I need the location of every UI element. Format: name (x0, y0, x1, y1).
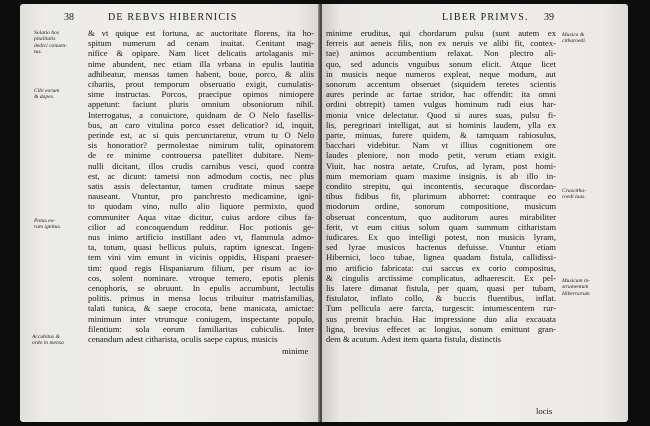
text-line: modorum ordine, sonorum compositione, musicum (326, 201, 556, 212)
side-note (34, 30, 67, 55)
side-note-line: strumentum (562, 284, 589, 291)
text-line: fistulator, inflato collo, & buccis fluentibus, inflat. (326, 293, 556, 304)
text-line: obseruat concentum, quo auditorum aures mirabiliter (326, 211, 556, 222)
text-line: sus premit brachio. Hac impressione duo alia excauata (326, 313, 556, 324)
side-note-line: Potus eo- (34, 218, 56, 224)
text-line: nime abundent, nec etiam illa vrbana in epulis lautitia (88, 58, 314, 69)
side-note-line: dedici conuen- (34, 42, 68, 49)
side-note-line: tus. (34, 48, 42, 55)
text-line: nifice & opipare. Nam licet delicatis artolaganis mi- (88, 48, 314, 59)
text-line: tem vini vim emunt in vicinis oppidis, Hispani praeser- (88, 252, 314, 263)
page-number: 38 (64, 12, 74, 23)
side-note-line: & dapes. (34, 94, 55, 101)
left-page (20, 4, 320, 422)
text-line: bacchari videbitur. Nam vt illius cognitionem ore (326, 140, 556, 151)
text-line: to quodam vino, nullo alio liquore permixto, quod (88, 201, 314, 212)
side-note-line: rum ignitus. (34, 224, 62, 231)
text-line: ordini obtrepit) tamen vulgus hominum rudi eius har- (326, 99, 556, 110)
text-line: cenandum adest citharista, oculis saepe captus, musicis (88, 334, 278, 345)
text-line: appetunt: faciunt pluris omnium obsoniorum nihil. (88, 99, 314, 110)
text-line: nauseant. Vtuntur, pro panchresto medicamine, igni- (88, 191, 314, 202)
text-line: cilior ad concoquendum redditur. Hoc potionis ge- (88, 221, 314, 232)
text-line: sed lyrae musicos hactenus defuisse. Vtuntur etiam (326, 242, 556, 253)
text-line: monia vnice delectatur. Quod si aures suas, pulsu fi- (326, 109, 556, 120)
catchword: minime (282, 346, 309, 356)
text-line: cenophoris, se obruunt. In epulis accumbunt, lectulis (88, 283, 314, 294)
side-note-line: Cruscitha- (562, 188, 586, 194)
text-line: Viuit, hac nostra aetate, Crufus, ad lyram, post homi- (326, 160, 556, 171)
text-line: nus inimo artificio instillant adeo vt, flammula admo- (88, 232, 314, 243)
side-note (34, 218, 61, 231)
text-line: lis, peregrinari intelligat, aut si hominis laudem, ylla ex (326, 119, 556, 130)
text-line: lis latere dimanat fistula, per quam, quasi per tubam, (326, 283, 556, 294)
side-note-line: citharoedi. (562, 38, 587, 45)
text-line: bus, an caro vitulina porco esset delicatior? id, inquit, (88, 119, 314, 130)
text-line: adhibeatur, mensas tamen habent, boue, porco, & aliis (88, 68, 314, 79)
text-line: de re minime controuersa patellitet dubitare. Nem- (88, 150, 314, 161)
text-line: in musicis neque numeros expleat, neque modum, aut (326, 68, 556, 79)
text-line: cos, solent nominare. vtroque temero, epotis plenis (88, 272, 314, 283)
text-line: aures perinde ac fartae stridor, hac offendit: ita omni (326, 89, 556, 100)
text-line: & cingulis arctissime complicatus, adhaerescit. Ex pel- (326, 272, 556, 283)
text-line: sonorum accentum obseruet (siquidem teretes scientis (326, 79, 556, 90)
text-line: cibariis, prout temporum obseruatio exigit, cumulatis- (88, 79, 314, 90)
side-note (562, 188, 586, 201)
catchword: locis (536, 406, 553, 416)
text-line: & vt quique est fortuna, ac auctoritate florens, ita ho- (88, 28, 314, 38)
side-note (562, 32, 586, 45)
side-note-line: Musicum in- (562, 278, 591, 284)
text-line: talati tunica, & saepe crocota, bene manicata, amictae: (88, 303, 314, 314)
text-line: minime eruditus, qui chordarum pulsu (sunt autem ex (326, 28, 556, 38)
body-text (88, 28, 314, 344)
side-note-line: Accubitus & (32, 334, 60, 340)
side-note-line: Hibernorum (562, 290, 590, 297)
text-line: dem & acutum. Adest item quarta fistula, distinctis (326, 334, 501, 345)
text-line: num memoriam quam maxime insignis. is ab illo in- (326, 170, 556, 181)
text-line: Hibernici, loco tubae, lignea quadam fistula, callidissi- (326, 252, 556, 263)
side-note-line: Solatio hos (34, 30, 60, 36)
side-note-line: pitalitatis (34, 36, 56, 43)
text-line: ta, totum, quasi bellicus puluis, raptim ignescat. Ingen- (88, 242, 314, 253)
text-line: ferreis aut aeneis filis, non ex neruis ve alibi fit, contex- (326, 38, 556, 49)
right-page (322, 4, 628, 422)
text-line: mo artificio fabricata: cui saccus ex corio compositus, (326, 262, 556, 273)
text-line: tae) animos accumbentium relaxat. Non plectro ali- (326, 48, 556, 59)
text-line: spitum numerum ad cenam inuitat. Cenitant mag- (88, 38, 314, 49)
text-line: sime instructas. Porcos, praecipue opimos nimiopere (88, 89, 314, 100)
page-number: 39 (544, 12, 554, 23)
text-line: quo, sed aduncis vnguibus sonum elicit. Atque licet (326, 58, 556, 69)
body-text (326, 28, 556, 344)
side-note-line: roedi laus. (562, 194, 586, 201)
text-line: politis. primus in mensa locus tribuitur matrisfamilias, (88, 293, 314, 304)
text-line: filentium: sola eorum familiaritas cubiculis. Inter (88, 323, 314, 334)
text-line: parte, minuas, furere quidem, & tamquam rabiosulus, (326, 130, 556, 141)
text-line: nulli dicitant, illos crudis carnibus vesci, quod contra (88, 160, 314, 171)
text-line: tibus fidibus fit, plurimum abhorret: contraque eo (326, 191, 556, 202)
text-line: Tum pellicula aere farcta, turgescit: intumescentem rur- (326, 303, 556, 314)
running-head: LIBER PRIMVS. (442, 12, 529, 23)
text-line: Interrogatus, a conuictore, quidnam de O Nelo fasellis- (88, 109, 314, 120)
text-line: est, ac dicunt: tametsi non admodum coctis, nec plus (88, 170, 314, 181)
side-note-line: Musica & (562, 32, 585, 38)
text-line: satis assis delectantur, tamen cruditate minus saepe (88, 181, 314, 192)
side-note (34, 88, 59, 101)
side-note (562, 278, 590, 297)
text-line: minimum inter vtrumque coniugem, inspectante populo, (88, 313, 314, 324)
text-line: perinde est, ac si quis percunctaretur, vtrum tu O Nelo (88, 130, 314, 141)
running-head: DE REBVS HIBERNICIS (108, 12, 238, 23)
text-line: condito strepitu, qui incontentis, securaque discordan- (326, 181, 556, 192)
text-line: tim: quod regis Hispaniarum filium, per risum ac io- (88, 262, 314, 273)
text-line: ligna, brevius effecet ac longius, sonum emittunt gran- (326, 323, 556, 334)
text-line: sis honoratior? permolestae nimirum tulit, opinatorem (88, 140, 314, 151)
text-line: ferit, vt eum citius solum quam summum citharistam (326, 221, 556, 232)
side-note-line: Cibi eorum (34, 88, 60, 94)
text-line: iudicares. Ex quo intelligi potest, non musicis lyram, (326, 232, 556, 243)
side-note-line: ordo in mensa (32, 340, 64, 347)
side-note (32, 334, 64, 347)
text-line: communiter Aqua vitae dicitur, cuius ardore cibus fa- (88, 211, 314, 222)
text-line: laudes pleniore, non modo petit, verum etiam exigit. (326, 150, 556, 161)
